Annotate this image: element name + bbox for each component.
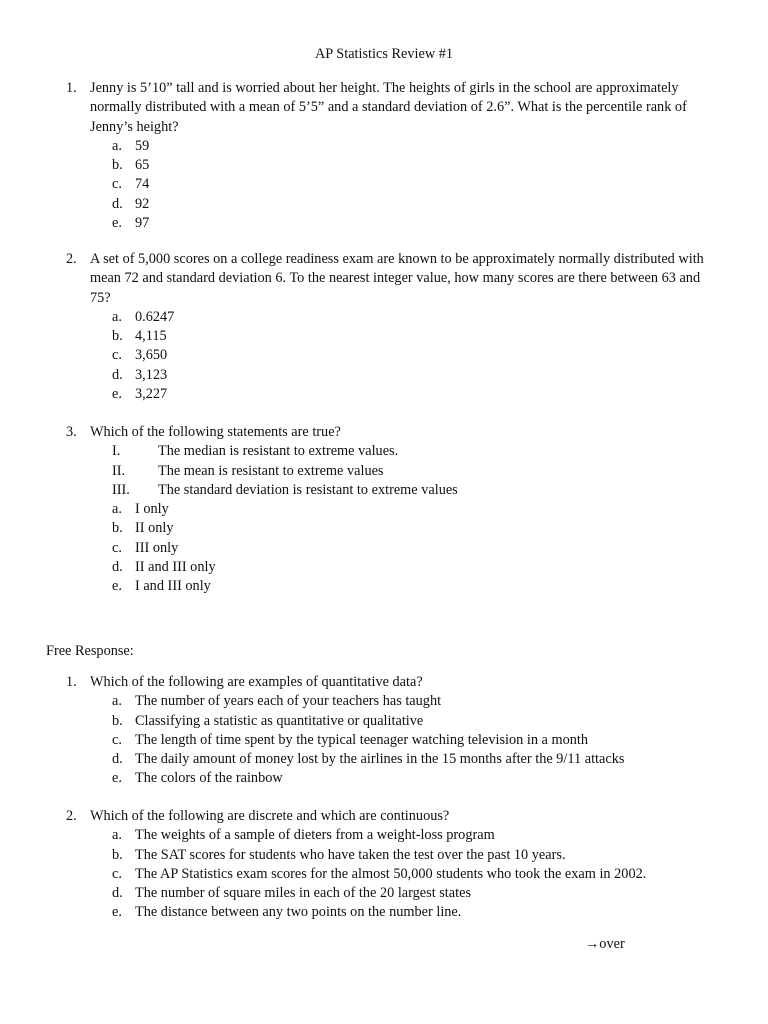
option-letter: d. bbox=[112, 559, 123, 576]
over-note: →over bbox=[585, 936, 625, 952]
option-letter: b. bbox=[112, 712, 123, 729]
question-text bbox=[0, 807, 768, 826]
option-letter: d. bbox=[112, 751, 123, 768]
option-letter: e. bbox=[112, 904, 122, 921]
answer-option bbox=[0, 750, 768, 769]
option-letter: d. bbox=[112, 195, 123, 212]
question-body: Jenny is 5’10” tall and is worried about her height. The heights of girls in the school are approximately normally distributed with a mean of 5’5” and a standard deviation of 2.6”. What is the percentile rank of Jenny’s height? bbox=[90, 80, 687, 135]
answer-option bbox=[0, 308, 768, 327]
statement bbox=[0, 481, 768, 500]
answer-option bbox=[0, 539, 768, 558]
statement bbox=[0, 462, 768, 481]
option-letter: e. bbox=[112, 578, 122, 595]
option-letter: b. bbox=[112, 520, 123, 537]
statement bbox=[0, 442, 768, 461]
option-letter: c. bbox=[112, 176, 122, 193]
question-number: 1. bbox=[66, 80, 77, 96]
mc-question-3 bbox=[0, 423, 768, 597]
option-text: I and III only bbox=[135, 578, 211, 595]
mc-question-2 bbox=[0, 250, 768, 404]
statement-text: The median is resistant to extreme values. bbox=[158, 443, 399, 460]
option-letter: d. bbox=[112, 366, 123, 383]
option-letter: c. bbox=[112, 347, 122, 364]
answer-option bbox=[0, 884, 768, 903]
option-text: Classifying a statistic as quantitative or qualitative bbox=[135, 712, 424, 729]
option-letter: b. bbox=[112, 328, 123, 345]
option-text: 3,227 bbox=[135, 386, 168, 403]
answer-option bbox=[0, 865, 768, 884]
option-letter: c. bbox=[112, 731, 122, 748]
page-title: AP Statistics Review #1 bbox=[314, 46, 454, 62]
option-text: 0.6247 bbox=[135, 308, 175, 325]
question-number: 1. bbox=[66, 674, 77, 690]
option-text: The length of time spent by the typical teenager watching television in a month bbox=[135, 731, 589, 748]
fr-question-2 bbox=[0, 807, 768, 923]
option-text: The distance between any two points on the number line. bbox=[135, 904, 462, 921]
answer-option bbox=[0, 195, 768, 214]
question-number: 2. bbox=[66, 251, 77, 267]
option-text: The AP Statistics exam scores for the almost 50,000 students who took the exam in 2002. bbox=[135, 865, 647, 882]
question-text bbox=[0, 250, 768, 308]
question-body: A set of 5,000 scores on a college readiness exam are known to be approximately normally distributed with mean 72 and standard deviation 6. To the nearest integer value, how many scores are there between 63 and 75? bbox=[90, 251, 704, 306]
option-letter: a. bbox=[112, 137, 122, 154]
statement-text: The mean is resistant to extreme values bbox=[158, 462, 384, 479]
answer-option bbox=[0, 577, 768, 596]
answer-option bbox=[0, 826, 768, 845]
option-text: The colors of the rainbow bbox=[135, 770, 283, 787]
option-text: 97 bbox=[135, 215, 150, 232]
option-letter: b. bbox=[112, 157, 123, 174]
question-number: 2. bbox=[66, 808, 77, 824]
question-text bbox=[0, 79, 768, 137]
answer-option bbox=[0, 156, 768, 175]
statement-text: The standard deviation is resistant to extreme values bbox=[158, 481, 458, 498]
mc-question-1 bbox=[0, 79, 768, 233]
answer-option bbox=[0, 519, 768, 538]
answer-option bbox=[0, 846, 768, 865]
option-letter: e. bbox=[112, 386, 122, 403]
question-body: Which of the following statements are true? bbox=[90, 424, 341, 440]
option-letter: a. bbox=[112, 501, 122, 518]
option-text: The number of square miles in each of the 20 largest states bbox=[135, 885, 472, 902]
answer-option bbox=[0, 385, 768, 404]
option-text: 74 bbox=[135, 176, 150, 193]
statement-numeral: I. bbox=[112, 443, 121, 460]
answer-option bbox=[0, 903, 768, 922]
option-text: 4,115 bbox=[135, 328, 167, 345]
answer-option bbox=[0, 366, 768, 385]
option-text: I only bbox=[135, 501, 169, 518]
option-text: The number of years each of your teachers has taught bbox=[135, 693, 442, 710]
answer-option bbox=[0, 558, 768, 577]
question-body: Which of the following are discrete and which are continuous? bbox=[90, 808, 450, 824]
option-text: II only bbox=[135, 520, 174, 537]
answer-option bbox=[0, 500, 768, 519]
option-letter: b. bbox=[112, 846, 123, 863]
option-letter: c. bbox=[112, 539, 122, 556]
option-letter: c. bbox=[112, 865, 122, 882]
statement-numeral: II. bbox=[112, 462, 126, 479]
answer-option bbox=[0, 692, 768, 711]
option-letter: e. bbox=[112, 215, 122, 232]
option-text: The daily amount of money lost by the airlines in the 15 months after the 9/11 attacks bbox=[135, 751, 625, 768]
option-letter: e. bbox=[112, 770, 122, 787]
question-number: 3. bbox=[66, 424, 77, 440]
answer-option bbox=[0, 346, 768, 365]
answer-option bbox=[0, 731, 768, 750]
answer-option bbox=[0, 137, 768, 156]
option-letter: a. bbox=[112, 827, 122, 844]
answer-option bbox=[0, 175, 768, 194]
statement-numeral: III. bbox=[112, 481, 130, 498]
option-text: 65 bbox=[135, 157, 150, 174]
option-text: 92 bbox=[135, 195, 150, 212]
question-body: Which of the following are examples of quantitative data? bbox=[90, 674, 423, 690]
option-text: The SAT scores for students who have taken the test over the past 10 years. bbox=[135, 846, 566, 863]
answer-option bbox=[0, 214, 768, 233]
option-text: 59 bbox=[135, 137, 150, 154]
option-text: 3,650 bbox=[135, 347, 168, 364]
answer-option bbox=[0, 712, 768, 731]
option-text: 3,123 bbox=[135, 366, 168, 383]
answer-option bbox=[0, 769, 768, 788]
question-text bbox=[0, 673, 768, 692]
option-text: II and III only bbox=[135, 559, 216, 576]
option-text: III only bbox=[135, 539, 179, 556]
fr-question-1 bbox=[0, 673, 768, 789]
free-response-heading: Free Response: bbox=[46, 643, 134, 659]
option-letter: a. bbox=[112, 308, 122, 325]
option-letter: d. bbox=[112, 885, 123, 902]
answer-option bbox=[0, 327, 768, 346]
option-text: The weights of a sample of dieters from a weight-loss program bbox=[135, 827, 495, 844]
question-text bbox=[0, 423, 768, 442]
option-letter: a. bbox=[112, 693, 122, 710]
